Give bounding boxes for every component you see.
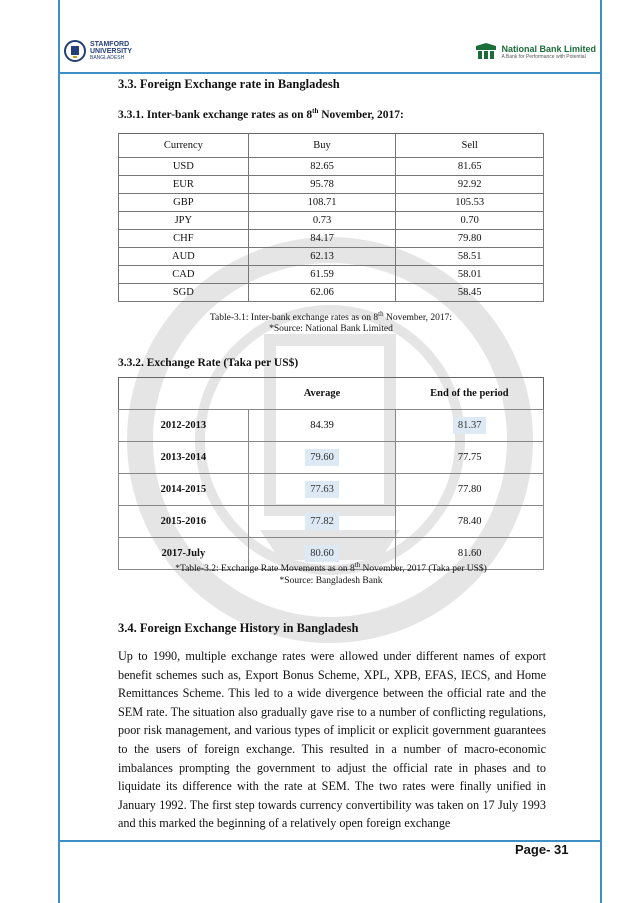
- table-row: [119, 176, 544, 194]
- buy-cell: 62.13: [248, 248, 396, 266]
- table-row: [119, 158, 544, 176]
- table-3-1-source: *Source: National Bank Limited: [269, 324, 393, 334]
- header-rule: [58, 72, 602, 74]
- sell-cell: 58.01: [396, 266, 544, 284]
- year-cell: 2015-2016: [119, 506, 249, 538]
- table-row: [119, 506, 544, 538]
- column-header-average: Average: [303, 388, 341, 399]
- average-value: 80.60: [305, 545, 339, 562]
- section-3-3-2-heading: 3.3.2. Exchange Rate (Taka per US$): [118, 357, 299, 369]
- sell-cell: 0.70: [396, 212, 544, 230]
- average-cell: [248, 506, 396, 538]
- average-value: 84.39: [310, 420, 334, 431]
- currency-cell: CHF: [119, 230, 249, 248]
- column-header-end-of-period: End of the period: [430, 388, 509, 399]
- buy-cell: 95.78: [248, 176, 396, 194]
- sell-cell: 81.65: [396, 158, 544, 176]
- buy-cell: 84.17: [248, 230, 396, 248]
- interbank-rates-table: [118, 133, 544, 302]
- table-3-1-caption: [118, 310, 544, 323]
- sell-cell: 79.80: [396, 230, 544, 248]
- table-row: [119, 194, 544, 212]
- section-3-3-1-title-post: November, 2017:: [318, 108, 404, 121]
- column-header-year: [119, 378, 249, 410]
- table-row: [119, 248, 544, 266]
- end-of-period-cell: [396, 506, 544, 538]
- currency-cell: EUR: [119, 176, 249, 194]
- average-value: 77.63: [305, 481, 339, 498]
- table-3-2-caption: [118, 561, 544, 574]
- table-3-2-caption-sup: th: [354, 561, 361, 569]
- column-header-currency: Currency: [119, 134, 249, 158]
- national-bank-mark-icon: [475, 42, 497, 62]
- table-3-2-source: *Source: Bangladesh Bank: [279, 576, 383, 586]
- end-of-period-value: 78.40: [457, 516, 482, 527]
- table-3-2-caption-post: November, 2017 (Taka per US$): [360, 564, 487, 575]
- table-row: [119, 474, 544, 506]
- sell-cell: 58.45: [396, 284, 544, 302]
- buy-cell: 82.65: [248, 158, 396, 176]
- currency-cell: JPY: [119, 212, 249, 230]
- stamford-logo-line1: STAMFORD: [90, 40, 130, 48]
- section-3-4-heading: 3.4. Foreign Exchange History in Bangladesh: [118, 621, 359, 635]
- column-header-buy: Buy: [248, 134, 396, 158]
- table-row: [119, 284, 544, 302]
- table-header-row: [119, 134, 544, 158]
- national-bank-name: National Bank Limited: [501, 43, 596, 54]
- currency-cell: SGD: [119, 284, 249, 302]
- end-of-period-value: 77.80: [457, 484, 482, 495]
- table-3-1-caption-pre: Table-3.1: Inter-bank exchange rates as on 8: [209, 313, 379, 324]
- year-cell: 2012-2013: [119, 410, 249, 442]
- buy-cell: 108.71: [248, 194, 396, 212]
- national-bank-tagline: A Bank for Performance with Potential: [501, 53, 586, 60]
- year-cell: 2014-2015: [119, 474, 249, 506]
- buy-cell: 0.73: [248, 212, 396, 230]
- table-3-1-caption-sup: th: [378, 310, 384, 318]
- average-value: 77.82: [305, 513, 339, 530]
- section-3-3-heading: 3.3. Foreign Exchange rate in Bangladesh: [118, 77, 340, 91]
- section-3-3-1-heading: [118, 107, 404, 121]
- sell-cell: 92.92: [396, 176, 544, 194]
- page-number: Page- 31: [515, 842, 569, 857]
- sell-cell: 105.53: [396, 194, 544, 212]
- table-row: [119, 230, 544, 248]
- average-cell: [248, 442, 396, 474]
- average-cell: [248, 410, 396, 442]
- table-row: [119, 266, 544, 284]
- section-3-4-paragraph: Up to 1990, multiple exchange rates were allowed under different names of export benefit schemes such as, Export Bonus Scheme, XPL, XPB, EFAS, IECS, and Home Remittances Scheme. This led to a wide divergence between the official rate and the SEM rate. The situation also gradually gave rise to a number of conflicting regulations, poor risk management, and various types of implicit or explicit government guarantees to the users of foreign exchange. This resulted in a number of macro-economic imbalances prompting the government to adjust the official rate in phases and to liquidate its difference with the rate at SEM. The two rates were finally unified in January 1992. The first step towards currency convertibility was taken on 17 July 1993 and this marked the beginning of a relatively open foreign exchange: [118, 649, 546, 831]
- average-value: 79.60: [305, 449, 339, 466]
- end-of-period-value: 81.37: [453, 417, 487, 434]
- end-of-period-value: 81.60: [457, 548, 482, 559]
- table-row: [119, 442, 544, 474]
- table-3-2-caption-pre: *Table-3.2: Exchange Rate Movements as on 8: [175, 564, 355, 575]
- sell-cell: 58.51: [396, 248, 544, 266]
- section-3-3-1-title-sup: th: [312, 107, 319, 115]
- table-row: [119, 410, 544, 442]
- national-bank-logo: [475, 42, 596, 62]
- end-of-period-cell: [396, 474, 544, 506]
- page-frame-right: [600, 0, 602, 903]
- end-of-period-cell: [396, 442, 544, 474]
- year-cell: 2017-July: [119, 538, 249, 570]
- currency-cell: GBP: [119, 194, 249, 212]
- table-header-row: [119, 378, 544, 410]
- exchange-rate-table: [118, 377, 544, 570]
- buy-cell: 61.59: [248, 266, 396, 284]
- end-of-period-cell: [396, 410, 544, 442]
- currency-cell: AUD: [119, 248, 249, 266]
- page-header: [64, 40, 596, 70]
- stamford-logo-line2: UNIVERSITY: [90, 47, 133, 55]
- table-3-1-caption-post: November, 2017:: [383, 313, 453, 324]
- currency-cell: USD: [119, 158, 249, 176]
- column-header-sell: Sell: [396, 134, 544, 158]
- currency-cell: CAD: [119, 266, 249, 284]
- end-of-period-value: 77.75: [457, 452, 482, 463]
- page-frame-left: [58, 0, 60, 903]
- average-cell: [248, 474, 396, 506]
- section-3-3-1-title-pre: 3.3.1. Inter-bank exchange rates as on 8: [118, 108, 313, 121]
- stamford-crest-icon: [64, 40, 86, 62]
- stamford-university-logo: [64, 40, 132, 62]
- year-cell: 2013-2014: [119, 442, 249, 474]
- table-row: [119, 212, 544, 230]
- buy-cell: 62.06: [248, 284, 396, 302]
- stamford-logo-line3: BANGLADESH: [90, 54, 125, 61]
